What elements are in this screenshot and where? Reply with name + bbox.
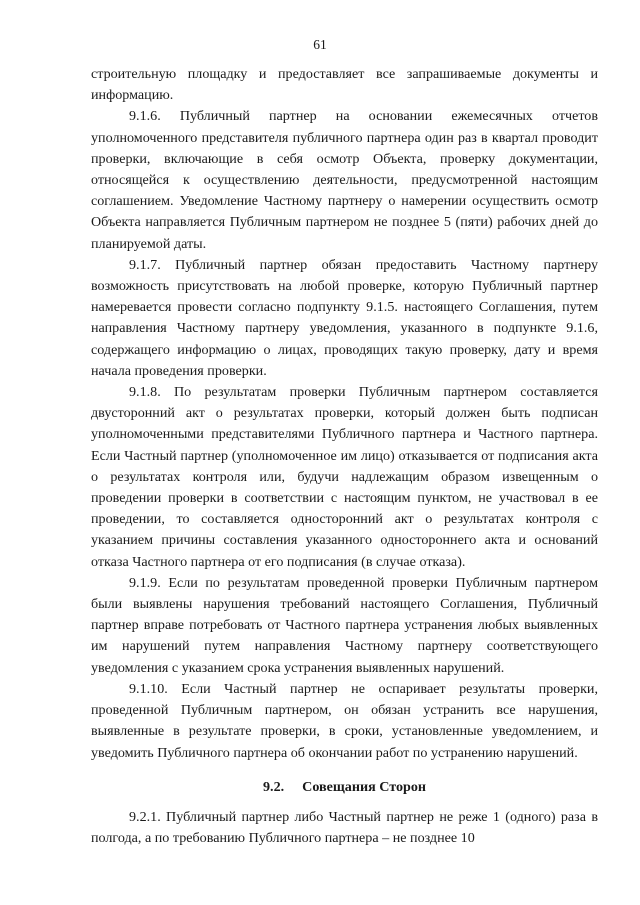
paragraph-9-1-8: 9.1.8. По результатам проверки Публичным партнером составляется двусторонний акт о результатах проверки, который должен быть подписан уполномоченными представителями Публичного партнера и Частного партнера. Если Частный партнер (уполномоченное им лицо) отказывается от подписания акта о результатах контроля или, будучи надлежащим образом извещенным о проведении проверки в соответствии с настоящим пунктом, не участвовал в ее проведении, то составляется односторонний акт о результатах контроля с указанием причины составления указанного одностороннего акта и оснований отказа Частного партнера от его подписания (в случае отказа).	[91, 384, 598, 570]
paragraph-9-1-6: 9.1.6. Публичный партнер на основании ежемесячных отчетов уполномоченного представителя публичного партнера один раз в квартал проводит проверки, включающие в себя осмотр Объекта, проверку документации, относящейся к осуществлению деятельности, предусмотренной настоящим соглашением. Уведомление Частному партнеру о намерении осуществить осмотр Объекта направляется Публичным партнером не позднее 5 (пяти) рабочих дней до планируемой даты.	[91, 108, 598, 252]
section-heading	[91, 777, 598, 798]
section-number: 9.2.	[263, 778, 285, 795]
paragraph-9-2-1: 9.2.1. Публичный партнер либо Частный партнер не реже 1 (одного) раза в полгода, а по требованию Публичного партнера – не позднее 10	[91, 808, 598, 847]
paragraph-continuation: строительную площадку и предоставляет все запрашиваемые документы и информацию.	[91, 66, 598, 104]
page-body	[91, 64, 598, 849]
page-number: 61	[313, 37, 327, 52]
paragraph-9-1-7: 9.1.7. Публичный партнер обязан предоставить Частному партнеру возможность присутствовать на любой проверке, которую Публичный партнер намеревается провести согласно подпункту 9.1.5. настоящего Соглашения, путем направления Частному партнеру уведомления, указанного в подпункте 9.1.6, содержащего информацию о лицах, проводящих такую проверку, дату и время начала проведения проверки.	[91, 256, 598, 379]
paragraph-9-1-10: 9.1.10. Если Частный партнер не оспаривает результаты проверки, проведенной Публичным партнером, он обязан устранить все нарушения, выявленные в результате проверки, в сроки, установленные уведомлением, и уведомить Публичного партнера об окончании работ по устранению нарушений.	[91, 680, 598, 761]
section-title: Совещания Сторон	[302, 778, 426, 795]
paragraph-9-1-9: 9.1.9. Если по результатам проведенной проверки Публичным партнером были выявлены нарушения требований настоящего Соглашения, Публичный партнер вправе потребовать от Частного партнера устранения любых выявленных им нарушений путем направления Частному партнеру соответствующего уведомления с указанием срока устранения выявленных нарушений.	[91, 574, 598, 676]
